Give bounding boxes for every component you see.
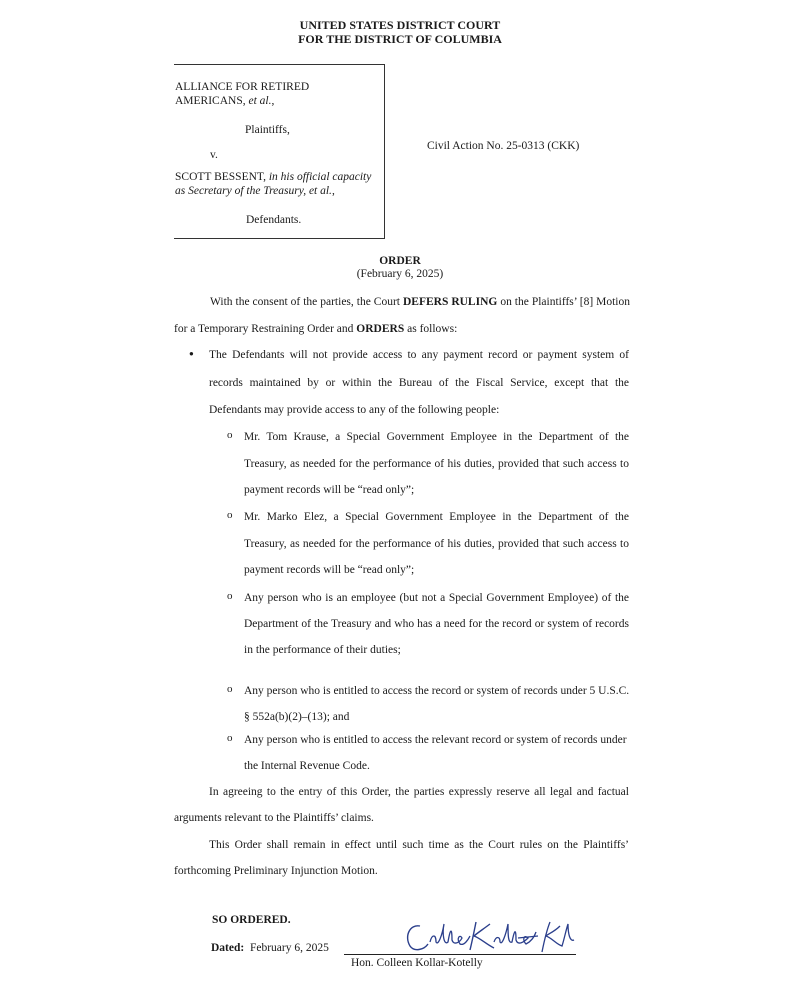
court-header [0, 18, 800, 46]
sub-item-1-line2: Treasury, as needed for the performance of his duties, provided that such access to [244, 458, 629, 470]
sub-item-5-line1: Any person who is entitled to access the relevant record or system of records under [244, 734, 627, 746]
court-name: UNITED STATES DISTRICT COURT [299, 18, 501, 32]
plaintiff-name-line1: ALLIANCE FOR RETIRED [175, 81, 310, 93]
intro-line1: With the consent of the parties, the Court DEFERS RULING on the Plaintiffs’ [8] Motion [210, 296, 630, 308]
sub-bullet-glyph: o [227, 509, 233, 521]
main-bullet-line3: Defendants may provide access to any of the following people: [209, 404, 500, 416]
so-ordered: SO ORDERED. [212, 914, 291, 926]
sub-item-3-line3: in the performance of their duties; [244, 644, 401, 656]
defendant-name-line1: SCOTT BESSENT, in his official capacity [175, 171, 372, 183]
judge-signature [398, 912, 578, 960]
sub-item-4-line1: Any person who is entitled to access the record or system of records under 5 U.S.C. [244, 685, 630, 697]
bullet-glyph: ● [189, 349, 194, 358]
sub-item-1-line1: Mr. Tom Krause, a Special Government Employee in the Department of the [244, 431, 629, 443]
effect-line1: This Order shall remain in effect until such time as the Court rules on the Plaintiffs’ [209, 839, 629, 851]
order-date: (February 6, 2025) [356, 268, 444, 280]
sub-item-2-line2: Treasury, as needed for the performance of his duties, provided that such access to [244, 538, 629, 550]
agreeing-line2: arguments relevant to the Plaintiffs’ claims. [174, 812, 374, 824]
intro-line2: for a Temporary Restraining Order and ORDERS as follows: [174, 323, 458, 335]
sub-bullet-glyph: o [227, 429, 233, 441]
agreeing-line1: In agreeing to the entry of this Order, the parties expressly reserve all legal and factual [209, 786, 629, 798]
sub-item-5-line2: the Internal Revenue Code. [244, 760, 370, 772]
sub-bullet-glyph: o [227, 732, 233, 744]
sub-item-2-line1: Mr. Marko Elez, a Special Government Employee in the Department of the [244, 511, 629, 523]
plaintiffs-label: Plaintiffs, [245, 124, 290, 136]
sub-bullet-glyph: o [227, 683, 233, 695]
order-title: ORDER [379, 255, 421, 267]
sub-item-3-line1: Any person who is an employee (but not a Special Government Employee) of the [244, 592, 629, 604]
sub-item-2-line3: payment records will be “read only”; [244, 564, 415, 576]
effect-line2: forthcoming Preliminary Injunction Motion. [174, 865, 378, 877]
defendant-name-line2: as Secretary of the Treasury, et al., [175, 185, 335, 197]
sub-item-1-line3: payment records will be “read only”; [244, 484, 415, 496]
sub-item-4-line2: § 552a(b)(2)–(13); and [244, 711, 350, 723]
versus: v. [210, 149, 218, 161]
judge-name: Hon. Colleen Kollar-Kotelly [351, 957, 483, 969]
main-bullet-line2: records maintained by or within the Bureau of the Fiscal Service, except that the [209, 377, 629, 389]
order-title-block [0, 255, 800, 281]
court-district: FOR THE DISTRICT OF COLUMBIA [298, 32, 502, 46]
main-bullet-line1: The Defendants will not provide access to any payment record or payment system of [209, 349, 629, 361]
sub-item-3-line2: Department of the Treasury and who has a need for the record or system of records [244, 618, 629, 630]
signature-line [344, 954, 576, 955]
plaintiff-name-line2: AMERICANS, et al., [175, 95, 275, 107]
sub-bullet-glyph: o [227, 590, 233, 602]
civil-action-number: Civil Action No. 25-0313 (CKK) [427, 140, 580, 152]
defendants-label: Defendants. [246, 214, 302, 226]
dated-line: Dated: February 6, 2025 [211, 942, 329, 954]
